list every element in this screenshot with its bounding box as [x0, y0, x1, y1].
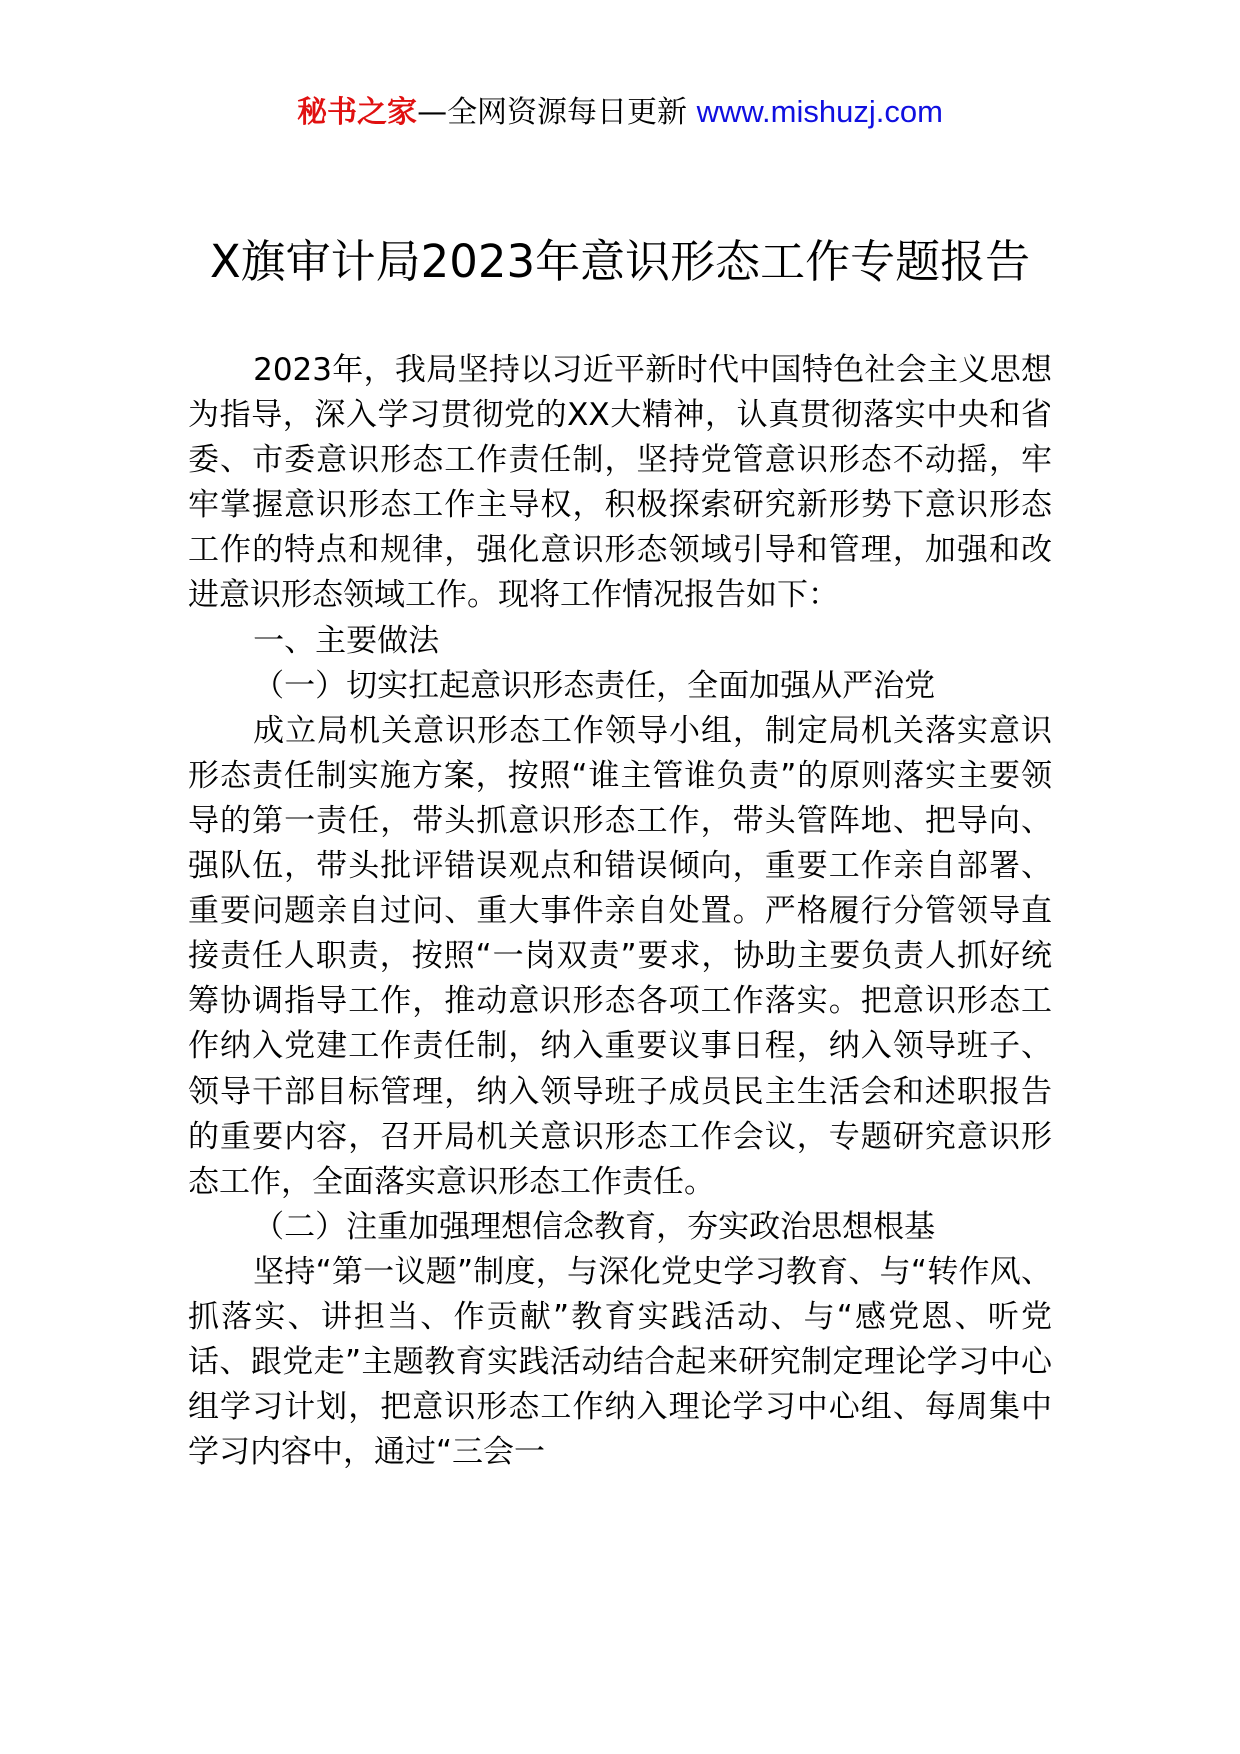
document-body: [188, 348, 1052, 1475]
site-banner: [0, 92, 1240, 133]
body-paragraph-2: 坚持“第一议题”制度，与深化党史学习教育、与“转作风、抓落实、讲担当、作贡献”教育实践活动、与“感党恩、听党话、跟党走”主题教育实践活动结合起来研究制定理论学习中心组学习计划，把意识形态工作纳入理论学习中心组、每周集中学习内容中，通过“三会一: [188, 1253, 1052, 1471]
banner-slogan: —全网资源每日更新: [417, 95, 688, 130]
site-url-link[interactable]: www.mishuzj.com: [696, 94, 943, 129]
intro-paragraph: 2023年，我局坚持以习近平新时代中国特色社会主义思想为指导，深入学习贯彻党的XX大精神，认真贯彻落实中央和省委、市委意识形态工作责任制，坚持党管意识形态不动摇，牢牢掌握意识形态工作主导权，积极探索研究新形势下意识形态工作的特点和规律，强化意识形态领域引导和管理，加强和改进意识形态领域工作。现将工作情况报告如下：: [188, 352, 1052, 614]
subsection-heading-1: （一）切实扛起意识形态责任，全面加强从严治党: [253, 667, 936, 704]
section-heading-main-practices: 一、主要做法: [253, 622, 440, 659]
brand-name: 秘书之家: [297, 95, 418, 130]
document-title: X旗审计局2023年意识形态工作专题报告: [209, 235, 1031, 288]
subsection-heading-2: （二）注重加强理想信念教育，夯实政治思想根基: [253, 1208, 936, 1245]
body-paragraph-1: 成立局机关意识形态工作领导小组，制定局机关落实意识形态责任制实施方案，按照“谁主管谁负责”的原则落实主要领导的第一责任，带头抓意识形态工作，带头管阵地、把导向、强队伍，带头批评错误观点和错误倾向，重要工作亲自部署、重要问题亲自过问、重大事件亲自处置。严格履行分管领导直接责任人职责，按照“一岗双责”要求，协助主要负责人抓好统筹协调指导工作，推动意识形态各项工作落实。把意识形态工作纳入党建工作责任制，纳入重要议事日程，纳入领导班子、领导干部目标管理，纳入领导班子成员民主生活会和述职报告的重要内容，召开局机关意识形态工作会议，专题研究意识形态工作，全面落实意识形态工作责任。: [188, 712, 1052, 1200]
